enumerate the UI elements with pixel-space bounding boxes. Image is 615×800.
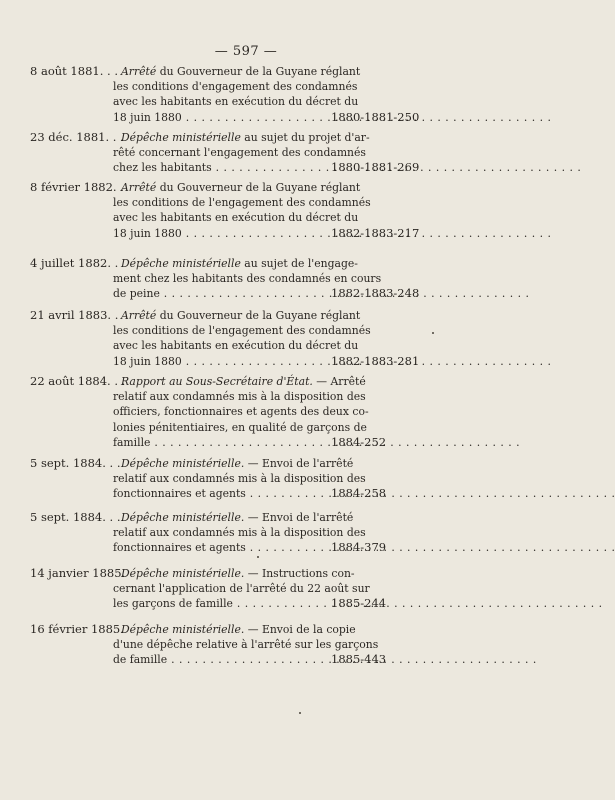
entry-line: lonies pénitentiaires, en qualité de garçons de	[113, 420, 367, 434]
entry-reference: 1885-443	[331, 652, 387, 667]
entry-line: cernant l'application de l'arrêté du 22 août sur	[113, 582, 370, 596]
entry-lead: Dépêche ministérielle.	[121, 457, 245, 470]
entry-line: avec les habitants en exécution du décret du	[113, 95, 359, 109]
entry-line: avec les habitants en exécution du décret du	[113, 339, 359, 353]
entry-description	[113, 308, 371, 369]
entry-line: rêté concernant l'engagement des condamnés	[113, 146, 366, 160]
entry-line: du Gouverneur de la Guyane réglant	[159, 65, 361, 78]
entry-date: 8 février 1882. .	[30, 180, 124, 194]
entry-line: fonctionnaires et agents . . .	[113, 540, 329, 555]
entry-date: 21 avril 1883. .	[30, 308, 119, 322]
entry-line: 18 juin 1880 . . .	[113, 354, 329, 369]
entry-reference: 1884-258	[331, 486, 387, 501]
ink-speck	[299, 712, 301, 714]
entry-line: au sujet du projet d'ar-	[244, 131, 370, 144]
entry-line: du Gouverneur de la Guyane réglant	[159, 309, 361, 322]
entry-line: avec les habitants en exécution du décret du	[113, 211, 359, 225]
entry-line: — Envoi de l'arrêté	[247, 457, 354, 470]
entry-lead: Dépêche ministérielle	[121, 131, 241, 144]
entry-date: 23 déc. 1881. . .	[30, 130, 124, 144]
entry-line: relatif aux condamnés mis à la disposition des	[113, 526, 366, 540]
entry-lead: Arrêté	[121, 181, 157, 194]
entry-date: 8 août 1881. . .	[30, 64, 118, 78]
entry-line: d'une dépêche relative à l'arrêté sur les garçons	[113, 638, 379, 652]
entry-date: 14 janvier 1885.	[30, 566, 126, 580]
entry-reference: 1882-1883-248	[331, 286, 420, 301]
entry-reference: 1880-1881-269	[331, 160, 420, 175]
entry-lead: Arrêté	[121, 65, 157, 78]
entry-line: 18 juin 1880 . . .	[113, 226, 329, 241]
entry-line: chez les habitants . . .	[113, 160, 329, 175]
entry-line: — Instructions con-	[247, 567, 355, 580]
entry-lead: Dépêche ministérielle	[121, 257, 241, 270]
entry-date: 5 sept. 1884. . .	[30, 456, 121, 470]
entry-line: — Envoi de l'arrêté	[247, 511, 354, 524]
entry-description	[113, 180, 371, 241]
entry-reference: 1884-252	[331, 434, 387, 449]
entry-line: les conditions de l'engagement des condamnés	[113, 324, 371, 338]
entry-date: 16 février 1885.	[30, 622, 124, 636]
entry-reference: 1882-1883-217	[331, 225, 420, 240]
entry-lead: Rapport au Sous-Secrétaire d'État.	[121, 375, 313, 388]
entry-date: 4 juillet 1882. .	[30, 256, 119, 270]
entry-lead: Dépêche ministérielle.	[121, 567, 245, 580]
ink-speck	[432, 332, 434, 334]
entry-line: les conditions d'engagement des condamnés	[113, 80, 358, 94]
ink-speck	[257, 556, 259, 558]
entry-line: famille . . .	[113, 435, 329, 450]
entry-line: ment chez les habitants des condamnés en cours	[113, 272, 382, 286]
entry-lead: Arrêté	[121, 309, 157, 322]
entry-description	[113, 130, 370, 176]
entry-line: du Gouverneur de la Guyane réglant	[159, 181, 361, 194]
entry-reference: 1884-379	[331, 540, 387, 555]
entry-line: — Envoi de la copie	[247, 623, 356, 636]
entry-line: de peine . . .	[113, 286, 329, 301]
entry-line: relatif aux condamnés mis à la disposition des	[113, 390, 366, 404]
entry-date: 22 août 1884. . .	[30, 374, 126, 388]
page-number: — 597 —	[214, 44, 278, 59]
entry-lead: Dépêche ministérielle.	[121, 623, 245, 636]
entry-line: au sujet de l'engage-	[244, 257, 358, 270]
entry-reference: 1882-1883-281	[331, 353, 420, 368]
entry-reference: 1885-244	[331, 596, 387, 611]
entry-line: fonctionnaires et agents . . .	[113, 486, 329, 501]
entry-line: 18 juin 1880 . . .	[113, 110, 329, 125]
entry-description	[113, 64, 361, 125]
entry-line: de famille . . .	[113, 652, 329, 667]
entry-date: 5 sept. 1884. . .	[30, 510, 121, 524]
entry-line: relatif aux condamnés mis à la disposition des	[113, 472, 366, 486]
entry-line: les conditions de l'engagement des condamnés	[113, 196, 371, 210]
entry-lead: Dépêche ministérielle.	[121, 511, 245, 524]
entry-line: officiers, fonctionnaires et agents des deux co-	[113, 405, 369, 419]
entry-line: les garçons de famille . . .	[113, 596, 329, 611]
entry-line: — Arrêté	[316, 375, 366, 388]
entry-reference: 1880-1881-250	[331, 109, 420, 124]
